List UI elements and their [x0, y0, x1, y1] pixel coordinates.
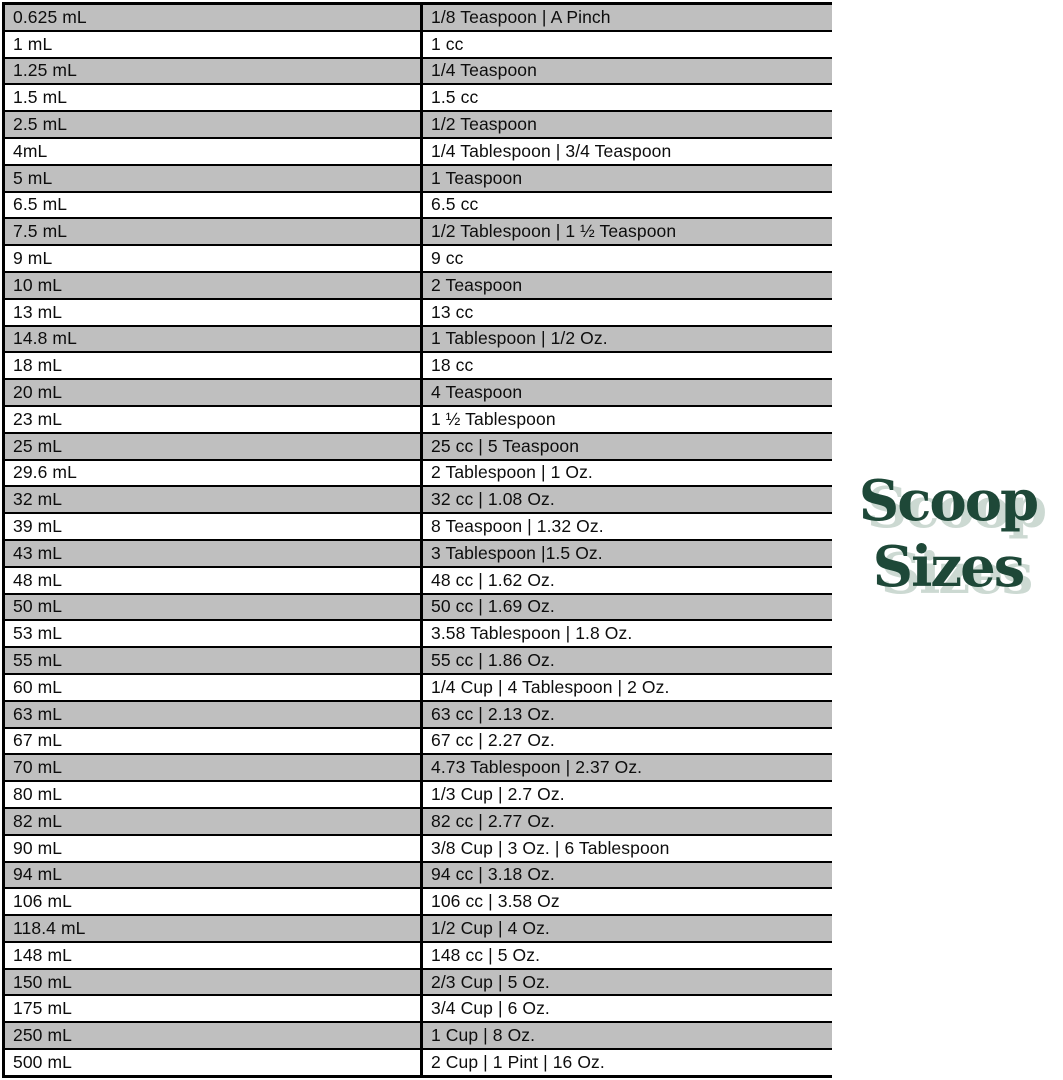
conversion-table: [2, 2, 832, 1078]
table-row: [5, 729, 832, 756]
table-row: [5, 648, 832, 675]
table-row: [5, 996, 832, 1023]
equivalent-cell: 1 Cup | 8 Oz.: [431, 1025, 536, 1046]
ml-cell: 82 mL: [5, 809, 423, 834]
ml-cell: 175 mL: [5, 996, 423, 1021]
equivalent-cell: 50 cc | 1.69 Oz.: [431, 596, 555, 617]
table-row: [5, 5, 832, 32]
ml-cell: 1.5 mL: [5, 85, 423, 110]
equivalent-cell: 1/2 Tablespoon | 1 ½ Teaspoon: [431, 221, 677, 242]
table-row: [5, 541, 832, 568]
ml-cell: 63 mL: [5, 702, 423, 727]
table-row: [5, 836, 832, 863]
equivalent-cell: 148 cc | 5 Oz.: [431, 944, 541, 965]
ml-cell: 1 mL: [5, 32, 423, 57]
ml-cell: 0.625 mL: [5, 5, 423, 30]
equivalent-cell: 1/4 Cup | 4 Tablespoon | 2 Oz.: [431, 676, 670, 697]
table-row: [5, 246, 832, 273]
ml-cell: 250 mL: [5, 1023, 423, 1048]
table-row: [5, 621, 832, 648]
ml-cell: 20 mL: [5, 380, 423, 405]
equivalent-cell: 3/4 Cup | 6 Oz.: [431, 998, 550, 1019]
equivalent-cell: 63 cc | 2.13 Oz.: [431, 703, 555, 724]
ml-cell: 32 mL: [5, 487, 423, 512]
equivalent-cell: 55 cc | 1.86 Oz.: [431, 650, 555, 671]
equivalent-cell: 1/4 Teaspoon: [431, 60, 537, 81]
ml-cell: 60 mL: [5, 675, 423, 700]
equivalent-cell: 1/3 Cup | 2.7 Oz.: [431, 784, 565, 804]
ml-cell: 150 mL: [5, 970, 423, 995]
equivalent-cell: 2/3 Cup | 5 Oz.: [431, 971, 550, 992]
equivalent-cell: 3/8 Cup | 3 Oz. | 6 Tablespoon: [431, 837, 670, 858]
table-row: [5, 434, 832, 461]
ml-cell: 50 mL: [5, 595, 423, 620]
table-row: [5, 514, 832, 541]
table-row: [5, 300, 832, 327]
equivalent-cell: 1.5 cc: [431, 87, 479, 108]
table-row: [5, 487, 832, 514]
equivalent-cell: 48 cc | 1.62 Oz.: [431, 569, 555, 590]
table-row: [5, 85, 832, 112]
equivalent-cell: 9 cc: [431, 248, 464, 269]
table-row: [5, 112, 832, 139]
ml-cell: 1.25 mL: [5, 59, 423, 84]
equivalent-cell: 3 Tablespoon |1.5 Oz.: [431, 542, 603, 563]
ml-cell: 148 mL: [5, 943, 423, 968]
table-row: [5, 461, 832, 488]
equivalent-cell: 4.73 Tablespoon | 2.37 Oz.: [431, 757, 643, 778]
table-row: [5, 166, 832, 193]
equivalent-cell: 1/2 Cup | 4 Oz.: [431, 917, 550, 938]
table-row: [5, 568, 832, 595]
table-row: [5, 1050, 832, 1075]
table-row: [5, 970, 832, 997]
equivalent-cell: 106 cc | 3.58 Oz: [431, 891, 560, 912]
ml-cell: 29.6 mL: [5, 461, 423, 486]
ml-cell: 80 mL: [5, 782, 423, 807]
table-row: [5, 595, 832, 622]
equivalent-cell: 4 Teaspoon: [431, 382, 523, 403]
table-row: [5, 889, 832, 916]
equivalent-cell: 1 Teaspoon: [431, 167, 523, 188]
logo-line-1: Scoop: [858, 468, 1038, 534]
equivalent-cell: 25 cc | 5 Teaspoon: [431, 435, 580, 456]
equivalent-cell: 32 cc | 1.08 Oz.: [431, 489, 555, 510]
ml-cell: 9 mL: [5, 246, 423, 271]
equivalent-cell: 82 cc | 2.77 Oz.: [431, 810, 555, 831]
ml-cell: 23 mL: [5, 407, 423, 432]
table-row: [5, 943, 832, 970]
table-row: [5, 1023, 832, 1050]
logo-line-2: Sizes: [872, 534, 1024, 600]
ml-cell: 4mL: [5, 139, 423, 164]
table-row: [5, 702, 832, 729]
table-row: [5, 193, 832, 220]
equivalent-cell: 18 cc: [431, 355, 474, 376]
equivalent-cell: 1/2 Teaspoon: [431, 114, 537, 135]
equivalent-cell: 13 cc: [431, 301, 474, 322]
table-row: [5, 327, 832, 354]
ml-cell: 500 mL: [5, 1050, 423, 1075]
equivalent-cell: 1 ½ Tablespoon: [431, 408, 556, 429]
table-row: [5, 380, 832, 407]
table-row: [5, 219, 832, 246]
ml-cell: 6.5 mL: [5, 193, 423, 218]
table-row: [5, 755, 832, 782]
table-row: [5, 273, 832, 300]
ml-cell: 94 mL: [5, 863, 423, 888]
ml-cell: 10 mL: [5, 273, 423, 298]
ml-cell: 18 mL: [5, 353, 423, 378]
equivalent-cell: 1 cc: [431, 33, 464, 54]
equivalent-cell: 2 Tablespoon | 1 Oz.: [431, 462, 593, 483]
equivalent-cell: 8 Teaspoon | 1.32 Oz.: [431, 516, 604, 537]
ml-cell: 5 mL: [5, 166, 423, 191]
ml-cell: 55 mL: [5, 648, 423, 673]
equivalent-cell: 2 Cup | 1 Pint | 16 Oz.: [431, 1051, 605, 1072]
table-row: [5, 32, 832, 59]
ml-cell: 13 mL: [5, 300, 423, 325]
ml-cell: 53 mL: [5, 621, 423, 646]
table-row: [5, 809, 832, 836]
ml-cell: 2.5 mL: [5, 112, 423, 137]
equivalent-cell: 6.5 cc: [431, 194, 479, 215]
ml-cell: 67 mL: [5, 729, 423, 754]
ml-cell: 106 mL: [5, 889, 423, 914]
table-row: [5, 59, 832, 86]
ml-cell: 25 mL: [5, 434, 423, 459]
ml-cell: 7.5 mL: [5, 219, 423, 244]
equivalent-cell: 1 Tablespoon | 1/2 Oz.: [431, 328, 608, 349]
table-row: [5, 782, 832, 809]
table-row: [5, 916, 832, 943]
ml-cell: 39 mL: [5, 514, 423, 539]
ml-cell: 90 mL: [5, 836, 423, 861]
equivalent-cell: 3.58 Tablespoon | 1.8 Oz.: [431, 623, 633, 644]
table-row: [5, 139, 832, 166]
ml-cell: 118.4 mL: [5, 916, 423, 941]
equivalent-cell: 2 Teaspoon: [431, 274, 523, 295]
ml-cell: 48 mL: [5, 568, 423, 593]
equivalent-cell: 94 cc | 3.18 Oz.: [431, 864, 555, 885]
equivalent-cell: 1/4 Tablespoon | 3/4 Teaspoon: [431, 140, 672, 161]
equivalent-cell: 67 cc | 2.27 Oz.: [431, 730, 555, 751]
ml-cell: 14.8 mL: [5, 327, 423, 352]
table-row: [5, 407, 832, 434]
table-row: [5, 675, 832, 702]
ml-cell: 43 mL: [5, 541, 423, 566]
equivalent-cell: 1/8 Teaspoon | A Pinch: [431, 6, 611, 27]
table-row: [5, 353, 832, 380]
scoop-sizes-logo: [836, 468, 1060, 600]
ml-cell: 70 mL: [5, 755, 423, 780]
table-row: [5, 863, 832, 890]
